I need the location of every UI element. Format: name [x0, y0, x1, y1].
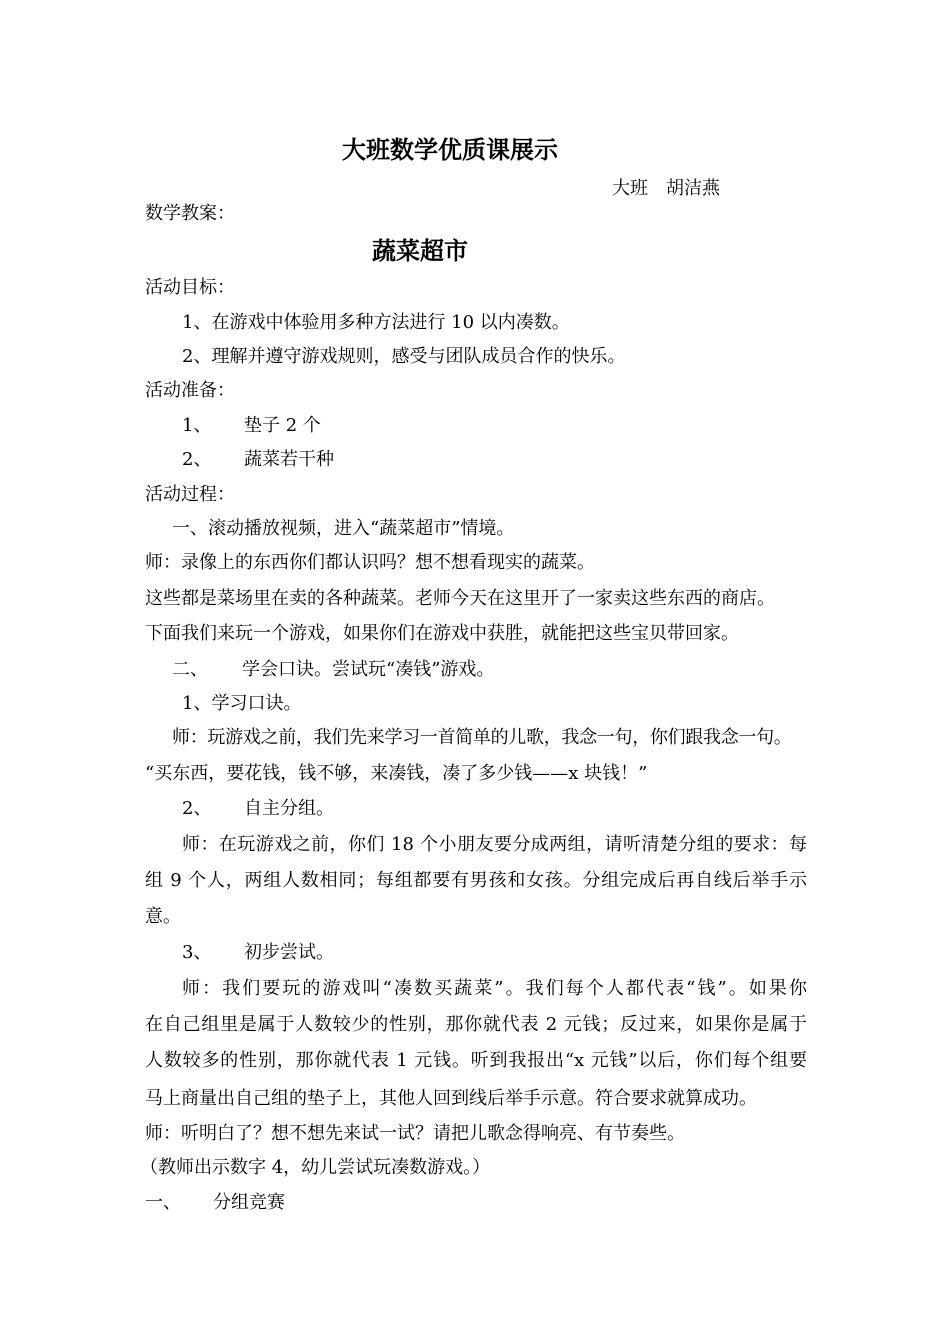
substep-heading — [182, 940, 334, 966]
rhyme-line: “买东西，要花钱，钱不够，来凑钱，凑了多少钱——x 块钱！” — [145, 763, 648, 784]
prep-item-text: 蔬菜若干种 — [244, 449, 334, 470]
process-heading: 活动过程： — [145, 484, 235, 505]
prep-item — [182, 447, 334, 473]
page-title: 大班数学优质课展示 — [342, 136, 558, 164]
step-text: 分组竞赛 — [213, 1192, 285, 1213]
step-two — [172, 657, 494, 683]
step-one: 一、滚动播放视频，进入“蔬菜超市”情境。 — [172, 518, 515, 539]
step-text: 自主分组。 — [244, 798, 334, 819]
paragraph-line: 人数较多的性别，那你就代表 1 元钱。听到我报出“x 元钱”以后，你们每个组要 — [145, 1050, 807, 1071]
teacher-line: 师：玩游戏之前，我们先来学习一首简单的儿歌，我念一句，你们跟我念一句。 — [172, 727, 792, 748]
prep-item — [182, 413, 321, 439]
step-three — [145, 1190, 285, 1216]
teacher-line: 师：录像上的东西你们都认识吗？想不想看现实的蔬菜。 — [145, 552, 595, 573]
author-line: 大班 胡洁燕 — [612, 178, 720, 199]
prep-heading: 活动准备： — [145, 380, 235, 401]
paragraph-line: 这些都是菜场里在卖的各种蔬菜。老师今天在这里开了一家卖这些东西的商店。 — [145, 588, 775, 609]
substep-heading — [182, 796, 334, 822]
step-text: 学会口诀。尝试玩“凑钱”游戏。 — [242, 659, 495, 680]
paragraph-line: 组 9 个人，两组人数相同；每组都要有男孩和女孩。分组完成后再自线后举手示 — [145, 870, 807, 891]
paragraph-line: 下面我们来玩一个游戏，如果你们在游戏中获胜，就能把这些宝贝带回家。 — [145, 623, 739, 644]
note-line: （教师出示数字 4，幼儿尝试玩凑数游戏。） — [140, 1157, 491, 1178]
step-text: 初步尝试。 — [244, 942, 334, 963]
prep-item-number: 2、 — [182, 449, 212, 470]
goal-item: 1、在游戏中体验用多种方法进行 10 以内凑数。 — [182, 312, 570, 333]
step-number: 一、 — [145, 1192, 181, 1213]
prep-item-text: 垫子 2 个 — [244, 415, 321, 436]
paragraph-line: 在自己组里是属于人数较少的性别，那你就代表 2 元钱；反过来，如果你是属于 — [145, 1014, 807, 1035]
paragraph-line: 师：我们要玩的游戏叫“凑数买蔬菜”。我们每个人都代表“钱”。如果你 — [182, 978, 807, 999]
step-number: 二、 — [172, 659, 208, 680]
prep-item-number: 1、 — [182, 415, 212, 436]
lesson-title: 蔬菜超市 — [372, 237, 468, 265]
paragraph-line: 师：在玩游戏之前，你们 18 个小朋友要分成两组，请听清楚分组的要求：每 — [182, 834, 807, 855]
goals-heading: 活动目标： — [145, 277, 235, 298]
substep-heading: 1、学习口诀。 — [182, 693, 302, 714]
paragraph-line: 马上商量出自己组的垫子上，其他人回到线后举手示意。符合要求就算成功。 — [145, 1088, 757, 1109]
goal-item: 2、理解并遵守游戏规则，感受与团队成员合作的快乐。 — [182, 346, 626, 367]
teacher-line: 师：听明白了？想不想先来试一试？请把儿歌念得响亮、有节奏些。 — [145, 1123, 685, 1144]
category-label: 数学教案： — [145, 203, 235, 224]
paragraph-line: 意。 — [145, 906, 181, 927]
step-number: 3、 — [182, 942, 212, 963]
step-number: 2、 — [182, 798, 212, 819]
